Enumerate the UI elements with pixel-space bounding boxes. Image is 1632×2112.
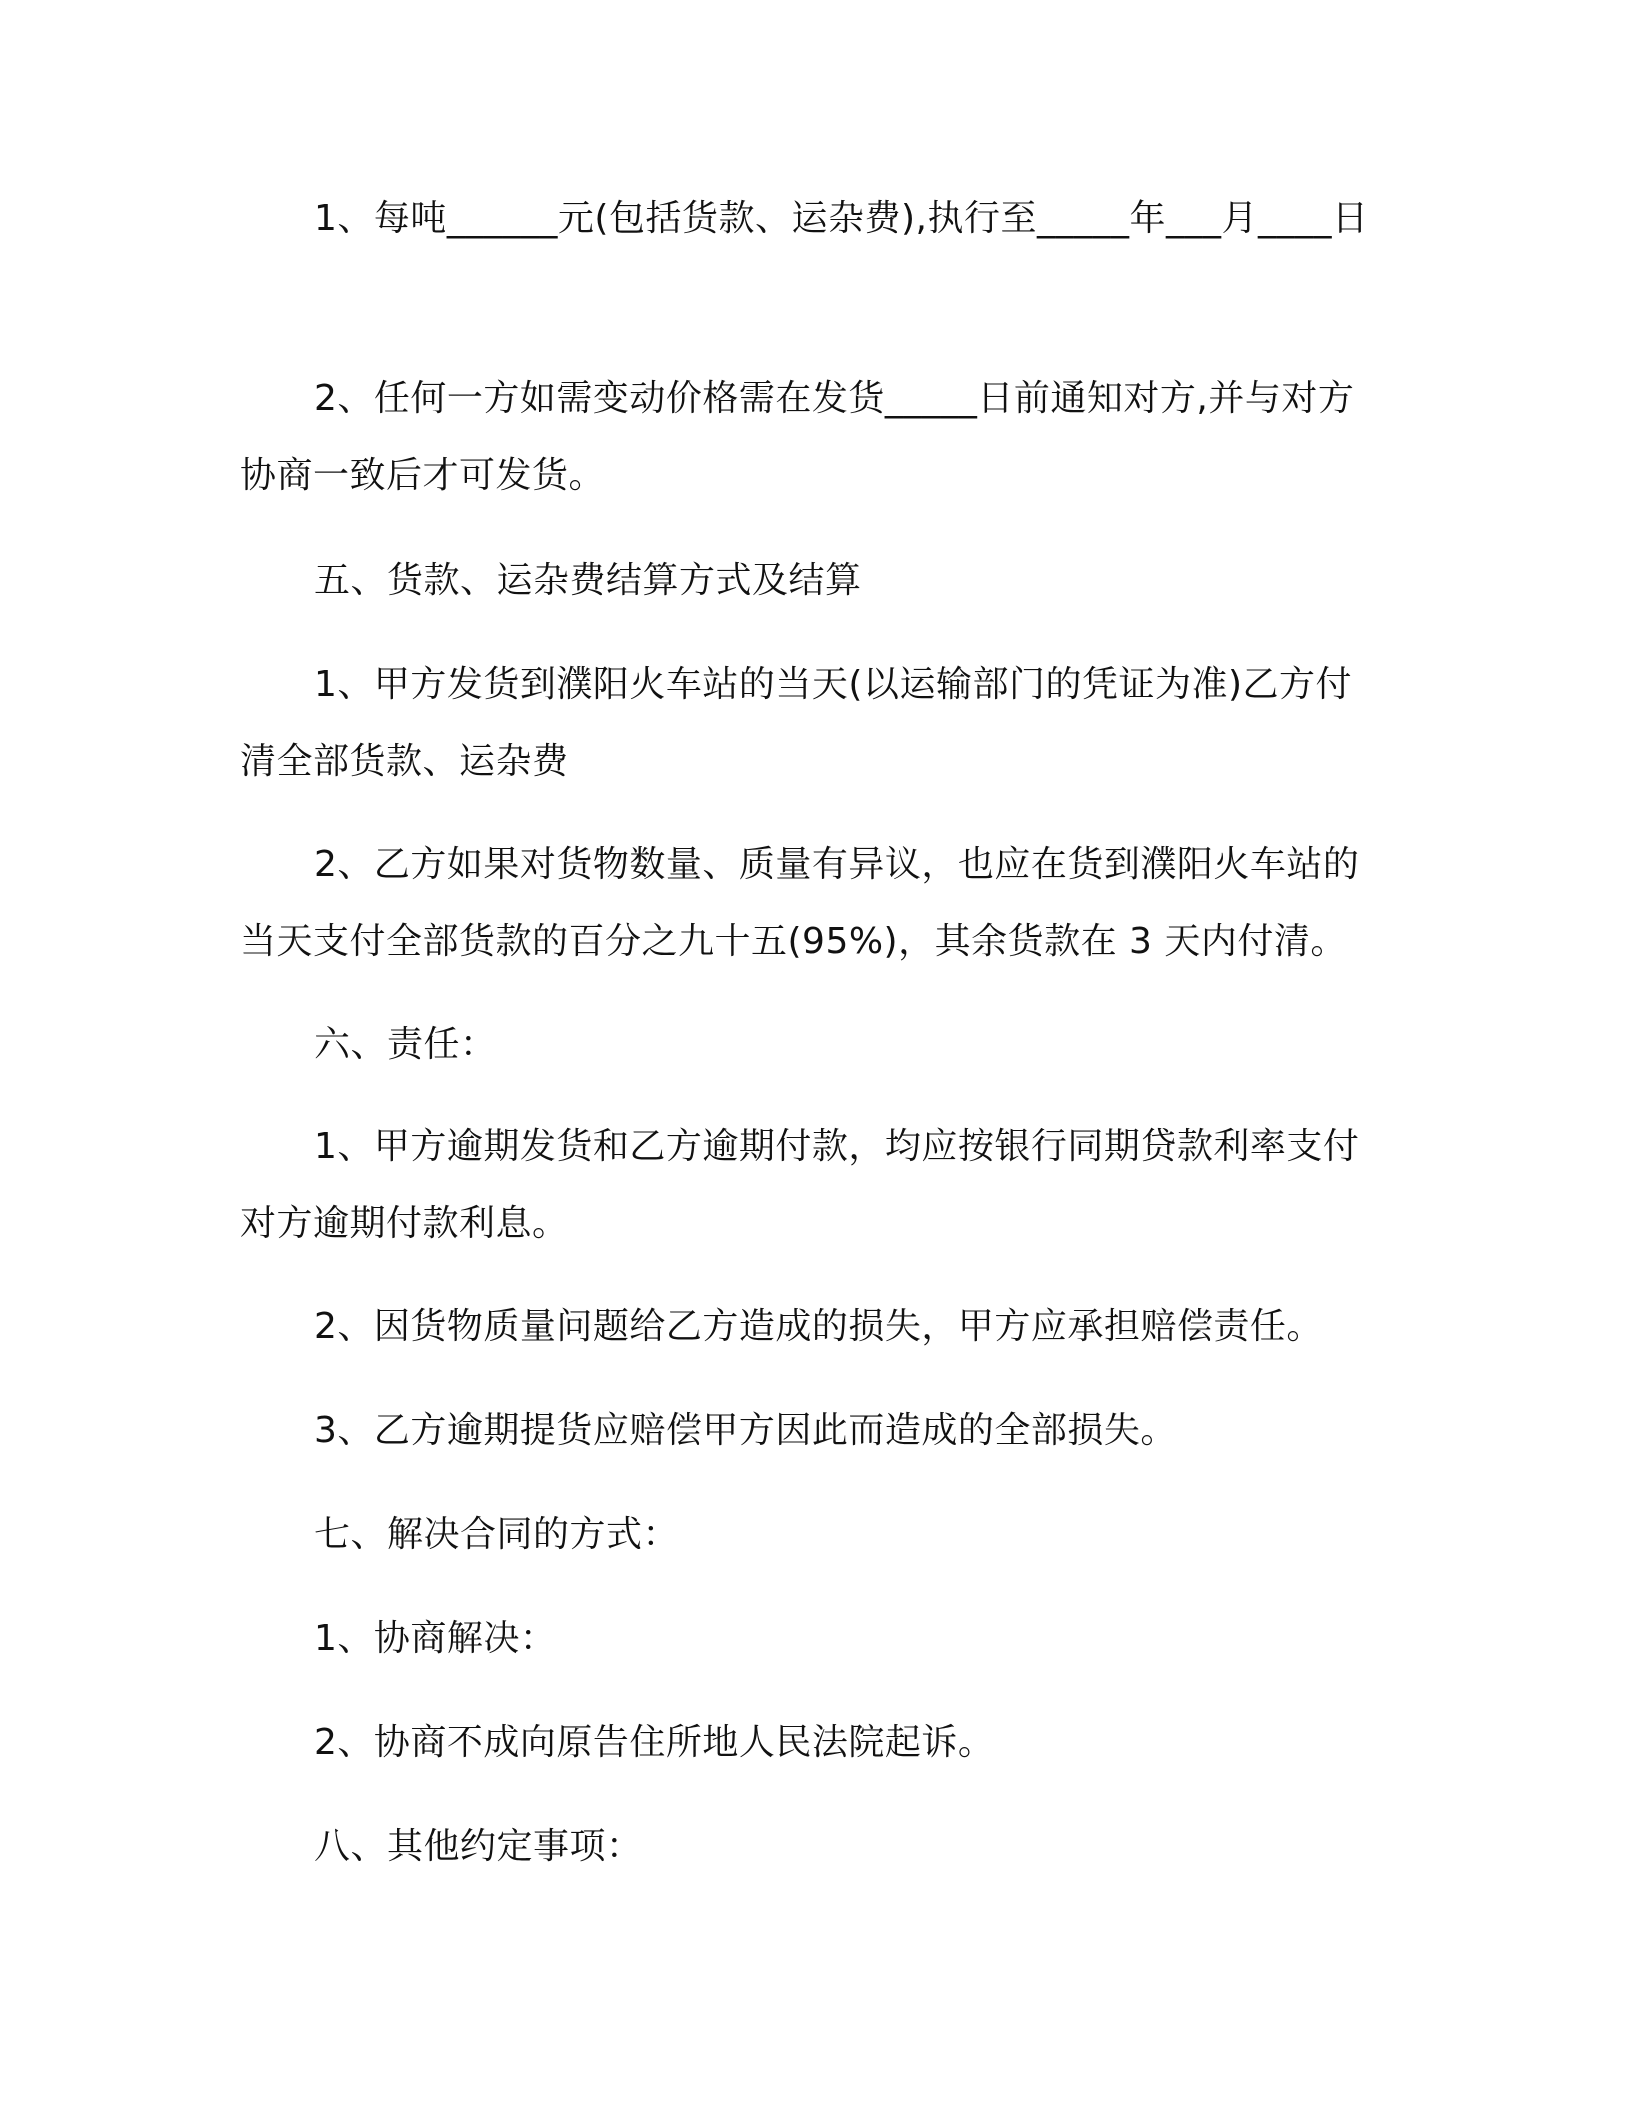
price-change-paragraph: 2、任何一方如需变动价格需在发货_____日前通知对方,并与对方协商一致后才可发货。	[240, 378, 1355, 496]
payment-clause-2: 2、乙方如果对货物数量、质量有异议，也应在货到濮阳火车站的当天支付全部货款的百分之九十五(95%)，其余货款在 3 天内付清。	[240, 844, 1360, 962]
dispute-clause-1: 1、协商解决：	[314, 1618, 557, 1659]
dispute-clause-2: 2、协商不成向原告住所地人民法院起诉。	[314, 1722, 995, 1763]
liability-clause-1: 1、甲方逾期发货和乙方逾期付款，均应按银行同期贷款利率支付对方逾期付款利息。	[240, 1126, 1360, 1244]
section-heading-liability: 六、责任：	[314, 1024, 497, 1065]
liability-clause-2: 2、因货物质量问题给乙方造成的损失，甲方应承担赔偿责任。	[314, 1306, 1323, 1347]
price-clause-paragraph: 1、每吨______元(包括货款、运杂费),执行至_____年___月____日	[314, 198, 1369, 239]
section-heading-payment: 五、货款、运杂费结算方式及结算	[314, 560, 862, 601]
payment-clause-1: 1、甲方发货到濮阳火车站的当天(以运输部门的凭证为准)乙方付清全部货款、运杂费	[240, 664, 1352, 782]
liability-clause-3: 3、乙方逾期提货应赔偿甲方因此而造成的全部损失。	[314, 1410, 1177, 1451]
section-heading-other: 八、其他约定事项：	[314, 1826, 643, 1867]
section-heading-dispute: 七、解决合同的方式：	[314, 1514, 680, 1555]
